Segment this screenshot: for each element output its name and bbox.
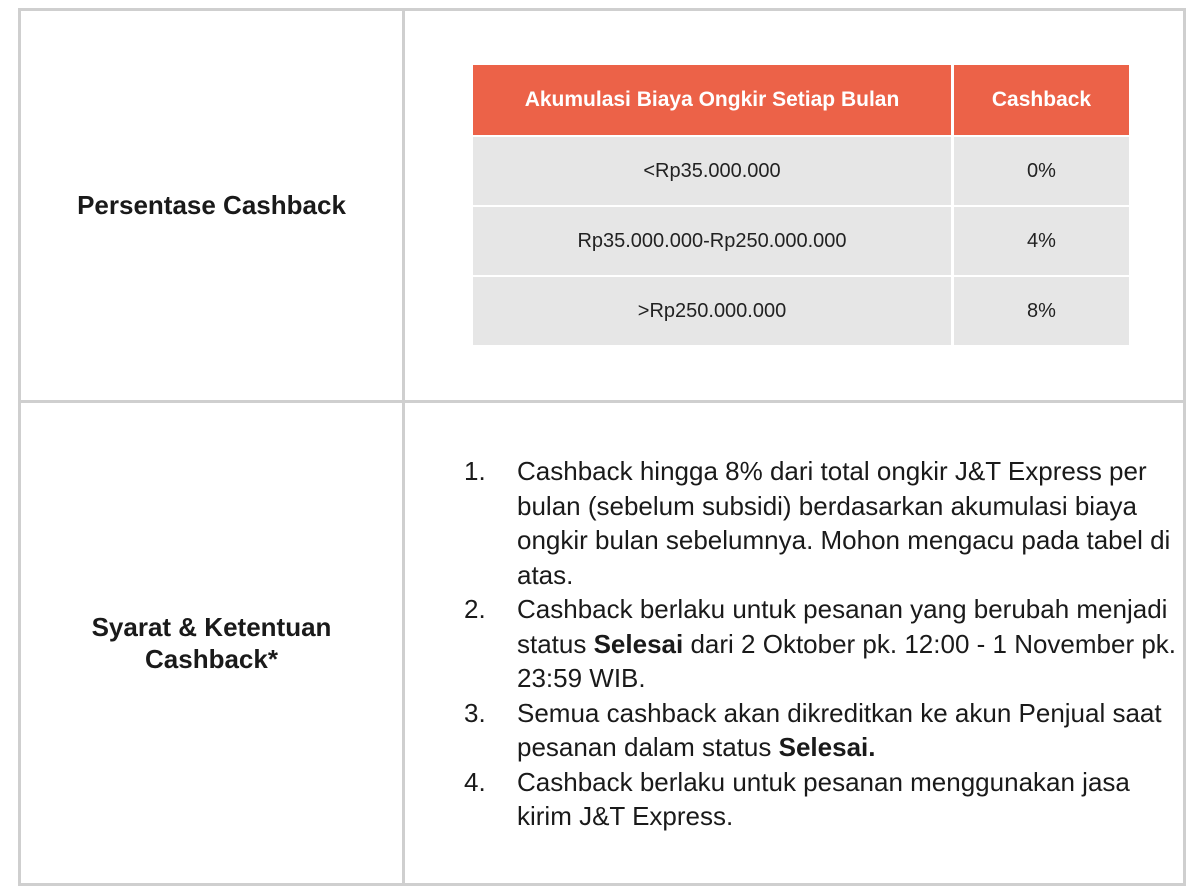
list-item xyxy=(464,592,1184,696)
table-row xyxy=(473,205,1129,275)
list-number: 4. xyxy=(464,766,486,797)
row-label-terms-conditions xyxy=(21,403,402,883)
terms-list xyxy=(464,454,1184,834)
list-item xyxy=(464,765,1184,834)
row-label-cashback-percentage xyxy=(21,11,402,400)
header-accumulated-shipping-cost: Akumulasi Biaya Ongkir Setiap Bulan xyxy=(473,65,954,135)
list-item xyxy=(464,696,1184,765)
rate-table-header-row xyxy=(473,65,1129,135)
list-number: 1. xyxy=(464,456,486,486)
status-selesai-emphasis: Selesai xyxy=(593,628,684,659)
range-cell: Rp35.000.000-Rp250.000.000 xyxy=(473,205,954,275)
list-number: 3. xyxy=(464,697,486,728)
row-label-text: Persentase Cashback xyxy=(77,190,346,221)
column-divider xyxy=(402,11,405,883)
range-cell: <Rp35.000.000 xyxy=(473,135,954,205)
term-text: Cashback berlaku untuk pesanan yang berubah menjadi status xyxy=(517,594,1168,659)
range-cell: >Rp250.000.000 xyxy=(473,275,954,345)
list-number: 2. xyxy=(464,594,486,624)
term-text: dari 2 Oktober pk. 12:00 - 1 November pk. 23:59 WIB. xyxy=(517,628,1177,693)
cashback-cell: 8% xyxy=(954,275,1129,345)
header-cashback: Cashback xyxy=(954,65,1129,135)
row-label-text: Syarat & Ketentuan Cashback* xyxy=(91,611,332,674)
cashback-cell: 4% xyxy=(954,205,1129,275)
cashback-info-table xyxy=(18,8,1186,886)
term-text: Cashback hingga 8% dari total ongkir J&T Express per bulan (sebelum subsidi) berdasarkan akumulasi biaya ongkir bulan sebelumnya. Mohon mengacu pada tabel di atas. xyxy=(517,456,1171,590)
term-text: Cashback berlaku untuk pesanan menggunakan jasa kirim J&T Express. xyxy=(517,766,1130,831)
table-row xyxy=(473,135,1129,205)
status-selesai-emphasis: Selesai. xyxy=(778,732,876,762)
table-row xyxy=(473,275,1129,345)
cashback-cell: 0% xyxy=(954,135,1129,205)
cashback-rate-table xyxy=(473,65,1129,345)
list-item xyxy=(464,454,1184,592)
term-text: Semua cashback akan dikreditkan ke akun Penjual saat pesanan dalam status xyxy=(517,697,1162,762)
